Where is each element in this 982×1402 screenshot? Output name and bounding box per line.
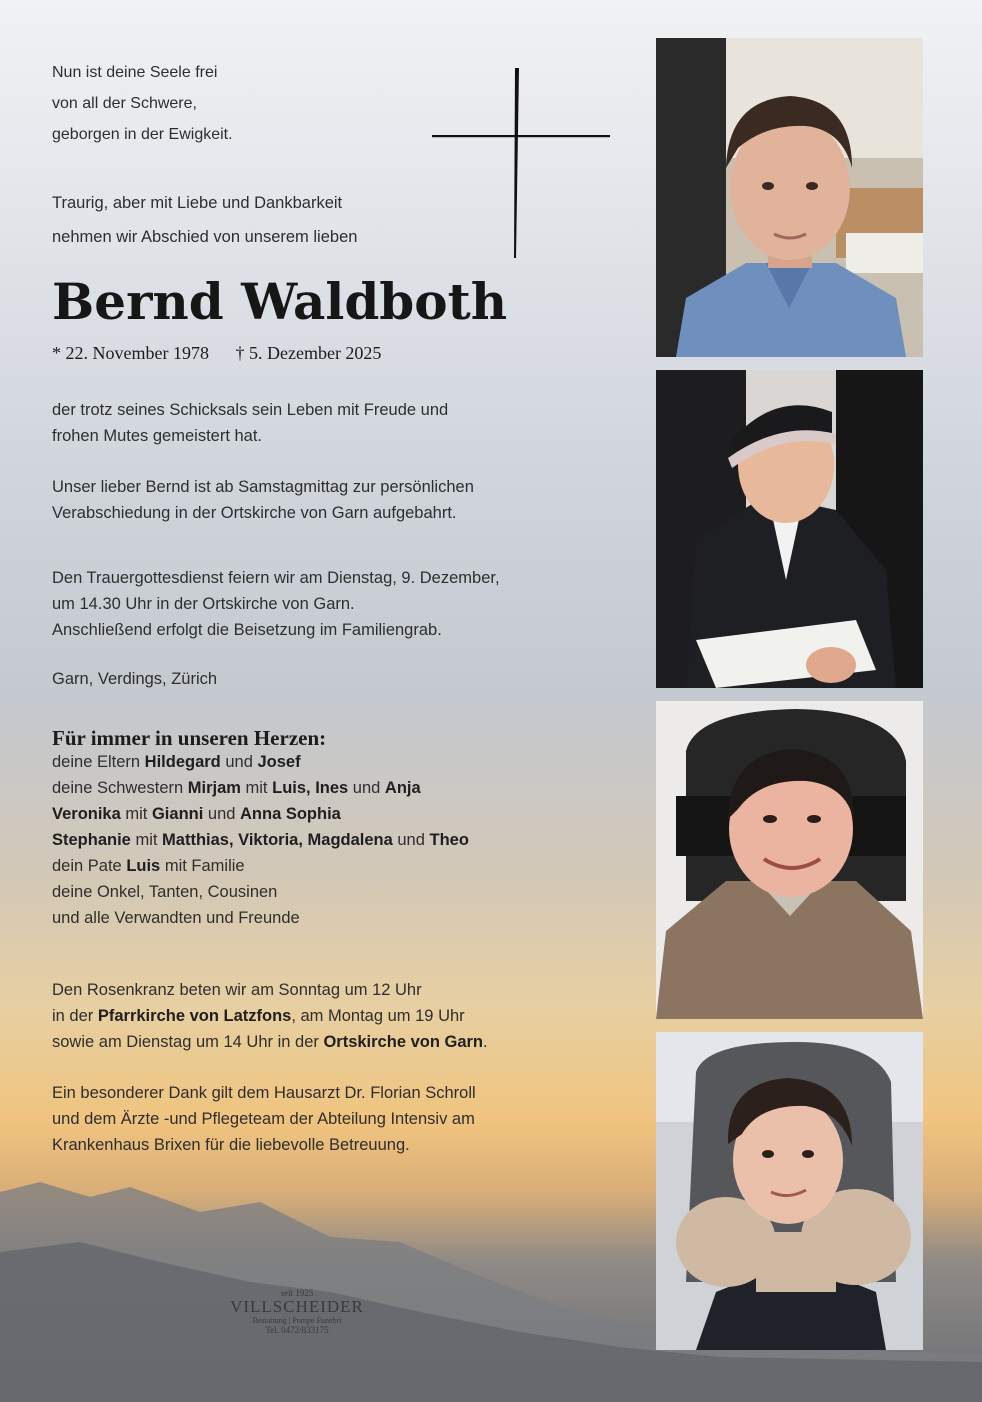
mourner-line: Veronika mit Gianni und Anna Sophia <box>52 805 341 823</box>
portrait-image <box>656 38 923 357</box>
poem-line: geborgen in der Ewigkeit. <box>52 126 233 143</box>
text-line: um 14.30 Uhr in der Ortskirche von Garn. <box>52 595 355 613</box>
life-dates <box>52 343 403 364</box>
places <box>52 666 217 692</box>
text-line: Krankenhaus Brixen für die liebevolle Betreuung. <box>52 1136 410 1154</box>
mourners-list <box>52 749 469 931</box>
rosary-text <box>52 977 488 1055</box>
text-line: Anschließend erfolgt die Beisetzung im Familiengrab. <box>52 621 442 639</box>
photo-portrait-3 <box>656 701 923 1019</box>
places-text: Garn, Verdings, Zürich <box>52 670 218 688</box>
mourner-line: deine Schwestern Mirjam mit Luis, Ines und Anja <box>52 779 421 797</box>
text-line: Den Trauergottesdienst feiern wir am Dienstag, 9. Dezember, <box>52 569 500 587</box>
text-line: Unser lieber Bernd ist ab Samstagmittag zur persönlichen <box>52 478 474 496</box>
text-line: sowie am Dienstag um 14 Uhr in der Ortskirche von Garn. <box>52 1033 488 1051</box>
birth-date: * 22. November 1978 <box>52 343 209 363</box>
text-line: frohen Mutes gemeistert hat. <box>52 427 263 445</box>
portrait-image <box>656 370 923 688</box>
poem <box>52 57 233 150</box>
cross-icon <box>430 66 612 262</box>
text-line: Verabschiedung in der Ortskirche von Garn aufgebahrt. <box>52 504 457 522</box>
funeral-home-logo <box>224 1288 370 1335</box>
logo-name: VILLSCHEIDER <box>230 1297 364 1316</box>
text-line: Ein besonderer Dank gilt dem Hausarzt Dr. Florian Schroll <box>52 1084 476 1102</box>
logo-subtitle: Bestattung | Pompe Funebri <box>252 1316 342 1325</box>
intro-line: Traurig, aber mit Liebe und Dankbarkeit <box>52 194 343 212</box>
paragraph-service <box>52 565 500 643</box>
death-date: † 5. Dezember 2025 <box>235 343 382 363</box>
text-line: in der Pfarrkirche von Latzfons, am Montag um 19 Uhr <box>52 1007 465 1025</box>
text-line: Den Rosenkranz beten wir am Sonntag um 12 Uhr <box>52 981 422 999</box>
mourner-line: deine Eltern Hildegard und Josef <box>52 753 301 771</box>
mourner-line: deine Onkel, Tanten, Cousinen <box>52 883 278 901</box>
paragraph-viewing <box>52 474 474 526</box>
intro-line: nehmen wir Abschied von unserem lieben <box>52 228 358 246</box>
photo-portrait-1 <box>656 38 923 357</box>
paragraph-life <box>52 397 448 449</box>
logo-since: seit 1925 <box>280 1288 314 1298</box>
text-line: und dem Ärzte -und Pflegeteam der Abteilung Intensiv am <box>52 1110 475 1128</box>
intro-text <box>52 186 357 254</box>
poem-line: von all der Schwere, <box>52 95 197 112</box>
text-line: der trotz seines Schicksals sein Leben mit Freude und <box>52 401 449 419</box>
mourner-line: dein Pate Luis mit Familie <box>52 857 245 875</box>
portrait-image <box>656 1032 923 1350</box>
photo-portrait-4 <box>656 1032 923 1350</box>
thanks-text <box>52 1080 476 1158</box>
mourner-line: und alle Verwandten und Freunde <box>52 909 300 927</box>
deceased-name: Bernd Waldboth <box>52 272 508 331</box>
mourner-line: Stephanie mit Matthias, Viktoria, Magdalena und Theo <box>52 831 469 849</box>
photo-portrait-2 <box>656 370 923 688</box>
poem-line: Nun ist deine Seele frei <box>52 64 218 81</box>
mourners-heading: Für immer in unseren Herzen: <box>52 726 327 750</box>
logo-phone: Tel. 0472/833175 <box>265 1325 329 1335</box>
portrait-image <box>656 701 923 1019</box>
